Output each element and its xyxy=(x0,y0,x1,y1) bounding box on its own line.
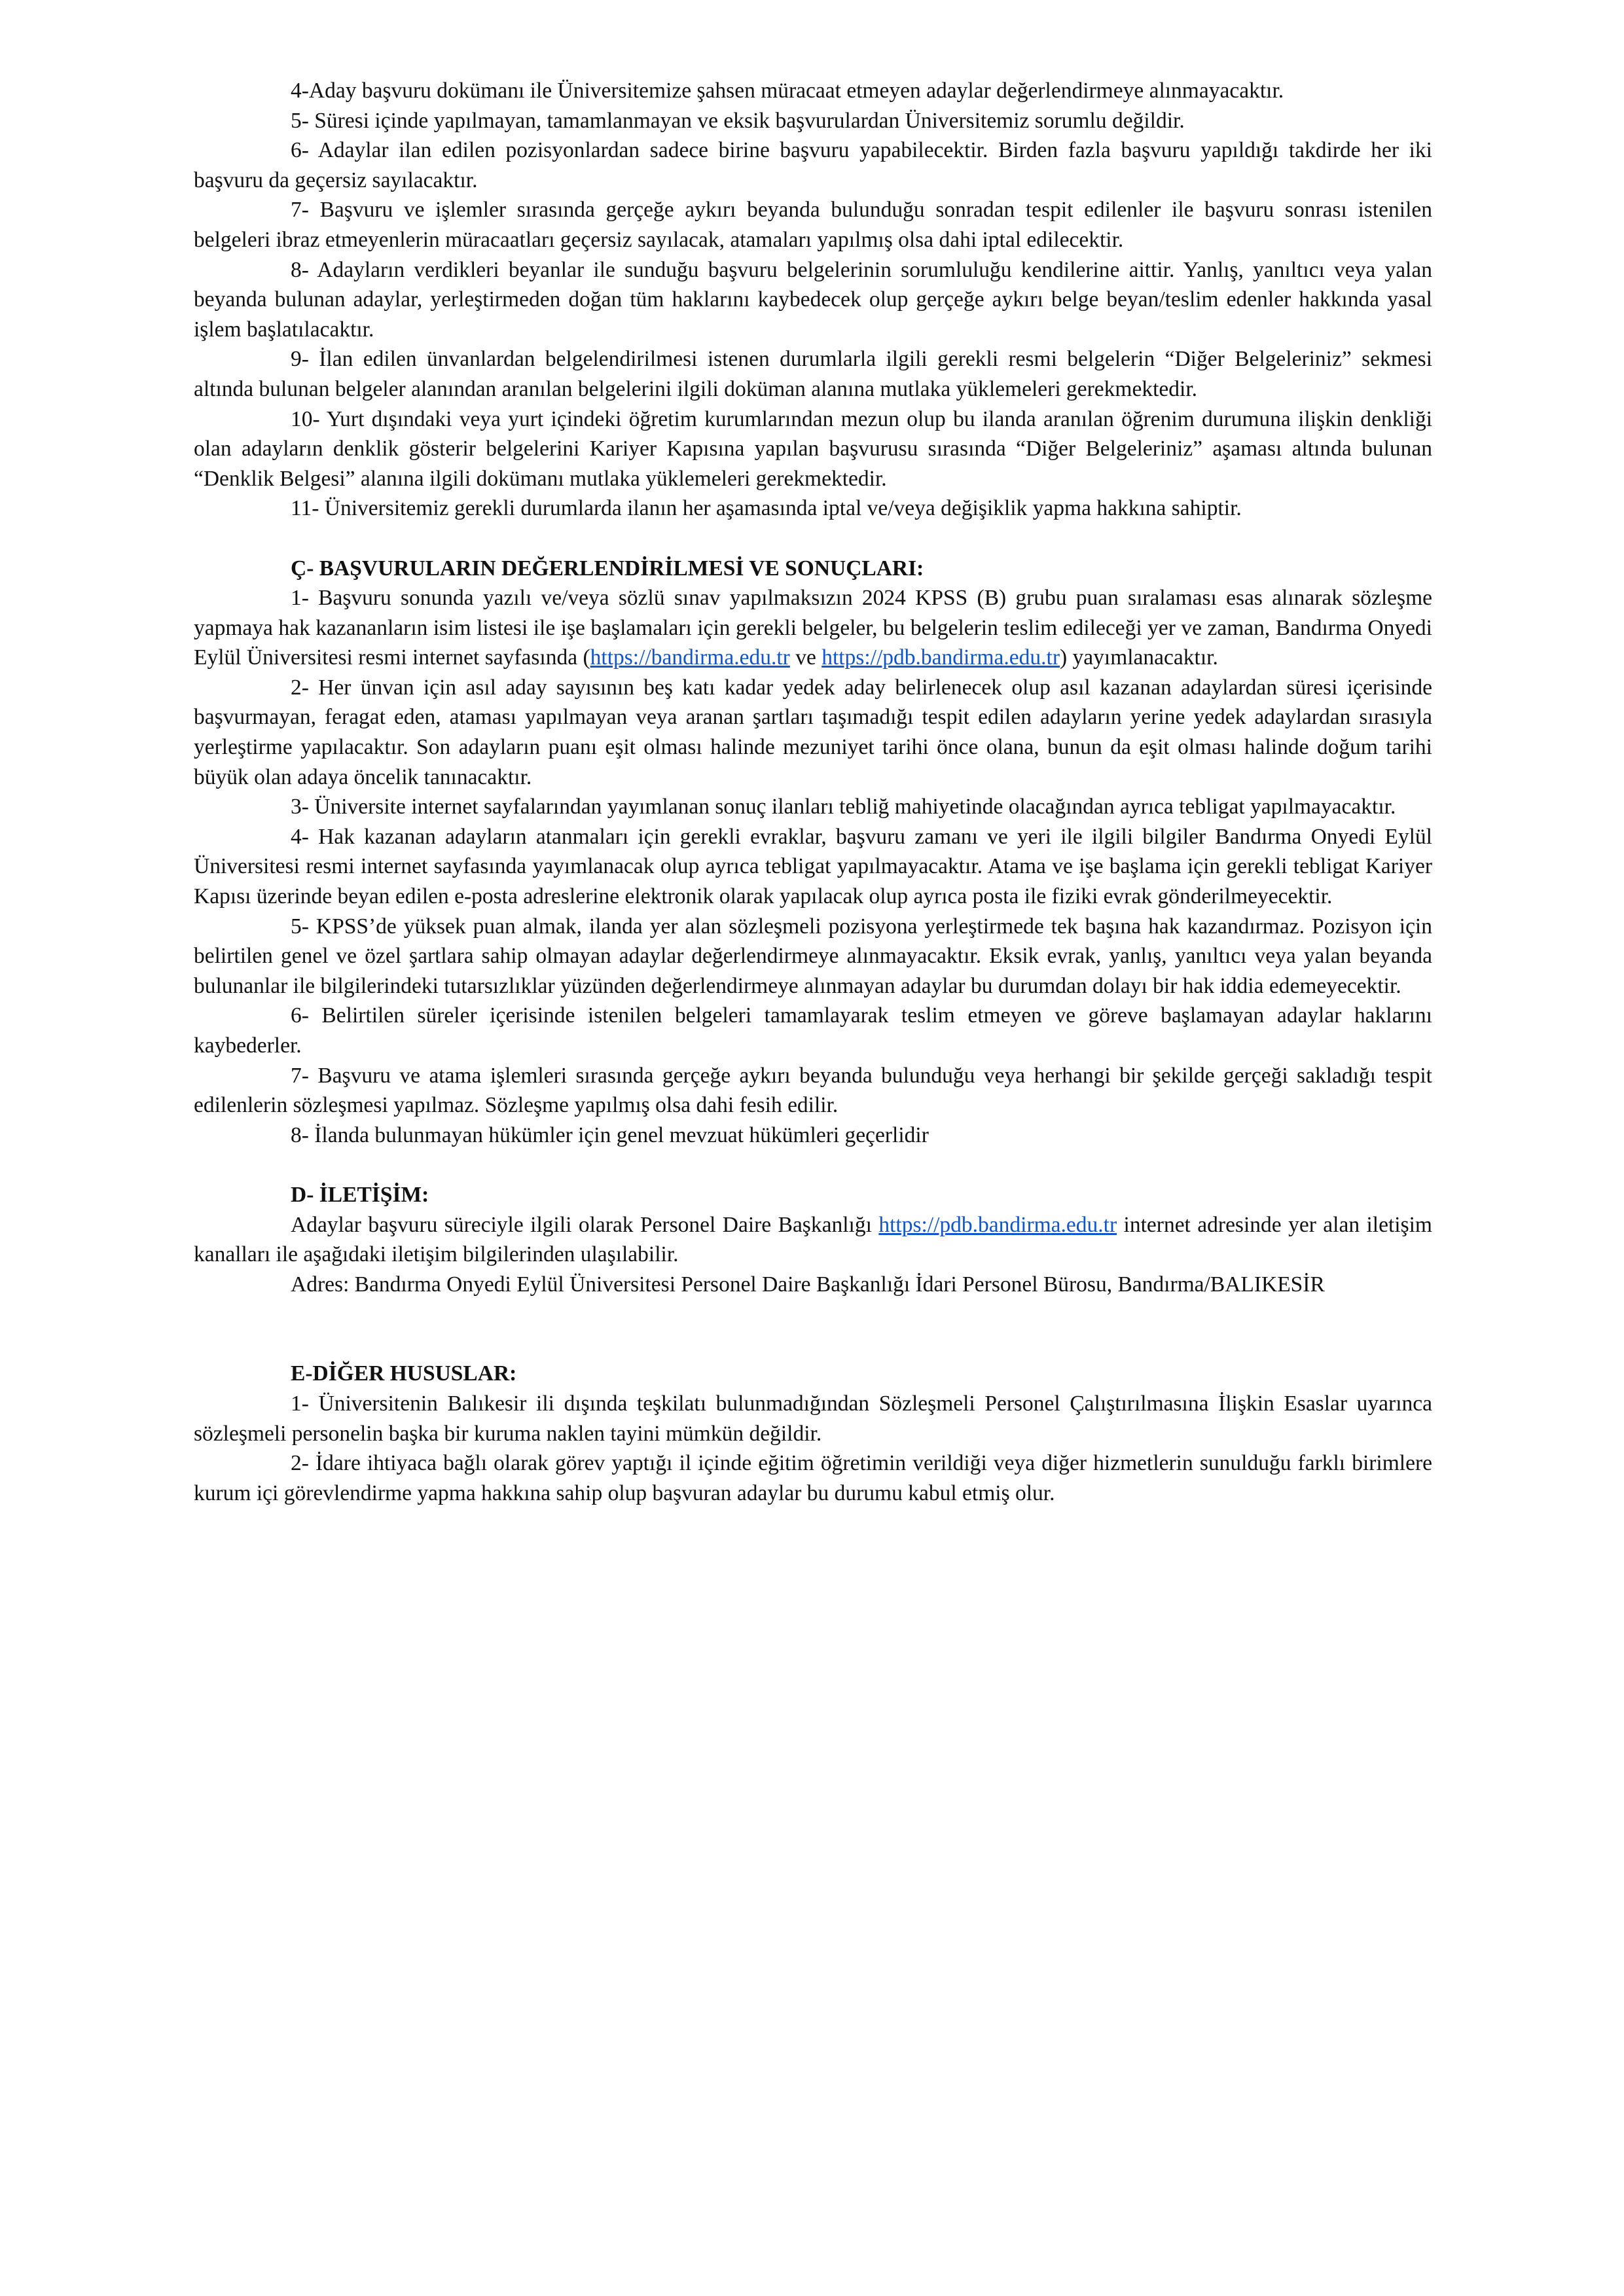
contact-paragraph xyxy=(194,1210,1432,1270)
spacer xyxy=(194,1150,1432,1180)
list-item: 6- Adaylar ilan edilen pozisyonlardan sadece birine başvuru yapabilecektir. Birden fazla başvuru yapıldığı takdirde her iki başvuru da geçersiz sayılacaktır. xyxy=(194,138,1432,192)
university-website-link[interactable]: https://bandirma.edu.tr xyxy=(590,645,790,670)
list-item: 7- Başvuru ve atama işlemleri sırasında gerçeğe aykırı beyanda bulunduğu veya herhangi bir şekilde gerçeği sakladığı tespit edilenlerin sözleşmesi yapılmaz. Sözleşme yapılmış olsa dahi fesih edilir. xyxy=(194,1063,1432,1118)
spacer xyxy=(194,1299,1432,1359)
list-item: 5- KPSS’de yüksek puan almak, ilanda yer alan sözleşmeli pozisyona yerleştirmede tek başına hak kazandırmaz. Pozisyon için belirtilen genel ve özel şartlara sahip olmayan adaylar değerlendirmeye alınmayacaktır. Eksik evrak, yanlış, yanıltıcı veya yalan beyanda bulunanlar ile bilgilerindeki tutarsızlıklar yüzünden değerlendirmeye alınmayan adaylar bu durumdan dolayı bir hak iddia edemeyecektir. xyxy=(194,914,1432,998)
section-heading-evaluation: Ç- BAŞVURULARIN DEĞERLENDİRİLMESİ VE SONUÇLARI: xyxy=(291,556,924,581)
list-item: 9- İlan edilen ünvanlardan belgelendirilmesi istenen durumlarla ilgili gerekli resmi belgelerin “Diğer Belgeleriniz” sekmesi altında bulunan belgeler alanından aranılan belgelerini ilgili doküman alanına mutlaka yüklemeleri gerekmektedir. xyxy=(194,347,1432,401)
personnel-website-link[interactable]: https://pdb.bandirma.edu.tr xyxy=(821,645,1060,670)
list-item: 6- Belirtilen süreler içerisinde istenilen belgeleri tamamlayarak teslim etmeyen ve göreve başlamayan adaylar haklarını kaybederler. xyxy=(194,1003,1432,1058)
item-text: ) yayımlanacaktır. xyxy=(1059,645,1218,670)
list-item: 5- Süresi içinde yapılmayan, tamamlanmayan ve eksik başvurulardan Üniversitemiz sorumlu değildir. xyxy=(291,108,1185,133)
list-item: 1- Üniversitenin Balıkesir ili dışında teşkilatı bulunmadığından Sözleşmeli Personel Çalıştırılmasına İlişkin Esaslar uyarınca sözleşmeli personelin başka bir kuruma naklen tayini mümkün değildir. xyxy=(194,1391,1432,1446)
item-text: ve xyxy=(789,645,822,670)
list-item: 8- Adayların verdikleri beyanlar ile sunduğu başvuru belgelerinin sorumluluğu kendilerine aittir. Yanlış, yanıltıcı veya yalan beyanda bulunan adaylar, yerleştirmeden doğan tüm haklarını kaybedecek olup gerçeğe aykırı belge beyan/teslim edenler hakkında yasal işlem başlatılacaktır. xyxy=(194,257,1432,342)
list-item: 8- İlanda bulunmayan hükümler için genel mevzuat hükümleri geçerlidir xyxy=(291,1122,929,1147)
list-item-with-links xyxy=(194,583,1432,673)
personnel-website-link[interactable]: https://pdb.bandirma.edu.tr xyxy=(878,1212,1117,1237)
list-item: 10- Yurt dışındaki veya yurt içindeki öğretim kurumlarından mezun olup bu ilanda aranılan öğrenim durumuna ilişkin denkliği olan adayların denklik gösterir belgelerini Kariyer Kapısına yapılan başvurusu sırasında “Diğer Belgeleriniz” aşaması altında bulunan “Denklik Belgesi” alanına ilgili dokümanı mutlaka yüklemeleri gerekmektedir. xyxy=(194,406,1432,491)
list-item: 2- İdare ihtiyaca bağlı olarak görev yaptığı il içinde eğitim öğretimin verildiği veya diğer hizmetlerin sunulduğu farklı birimlere kurum içi görevlendirme yapma hakkına sahip olup başvuran adaylar bu durumu kabul etmiş olur. xyxy=(194,1451,1432,1505)
list-item: 3- Üniversite internet sayfalarından yayımlanan sonuç ilanları tebliğ mahiyetinde olacağından ayrıca tebligat yapılmayacaktır. xyxy=(291,795,1396,819)
document-page xyxy=(194,76,1432,1508)
contact-text: Adaylar başvuru süreciyle ilgili olarak Personel Daire Başkanlığı xyxy=(291,1212,879,1237)
list-item: 4-Aday başvuru dokümanı ile Üniversitemize şahsen müracaat etmeyen adaylar değerlendirmeye alınmayacaktır. xyxy=(291,79,1284,103)
section-heading-contact: D- İLETİŞİM: xyxy=(291,1182,429,1207)
address-paragraph: Adres: Bandırma Onyedi Eylül Üniversitesi Personel Daire Başkanlığı İdari Personel Bürosu, Bandırma/BALIKESİR xyxy=(291,1272,1325,1297)
list-item: 11- Üniversitemiz gerekli durumlarda ilanın her aşamasında iptal ve/veya değişiklik yapma hakkına sahiptir. xyxy=(291,496,1242,521)
list-item: 7- Başvuru ve işlemler sırasında gerçeğe aykırı beyanda bulunduğu sonradan tespit edilenler ile başvuru sonrası istenilen belgeleri ibraz etmeyenlerin müracaatları geçersiz sayılacak, atamaları yapılmış olsa dahi iptal edilecektir. xyxy=(194,198,1432,252)
contact-text: internet adresinde yer alan iletişim kanalları ile aşağıdaki iletişim bilgilerinden ulaşılabilir. xyxy=(194,1212,1432,1267)
list-item: 4- Hak kazanan adayların atanmaları için gerekli evraklar, başvuru zamanı ve yeri ile ilgili bilgiler Bandırma Onyedi Eylül Üniversitesi resmi internet sayfasında yayımlanacak olup ayrıca tebligat yapılmayacaktır. Atama ve işe başlama için gerekli tebligat Kariyer Kapısı üzerinde beyan edilen e-posta adreslerine elektronik olarak yapılacak olup ayrıca posta ile fiziki evrak gönderilmeyecektir. xyxy=(194,824,1432,909)
list-item: 2- Her ünvan için asıl aday sayısının beş katı kadar yedek aday belirlenecek olup asıl kazanan adaylardan süresi içerisinde başvurmayan, feragat eden, ataması yapılmayan veya aranan şartları taşımadığı tespit edilen adayların yerine yedek adaylardan sırasıyla yerleştirme yapılacaktır. Son adayların puanı eşit olması halinde mezuniyet tarihi önce olana, bunun da eşit olması halinde doğum tarihi büyük olan adaya öncelik tanınacaktır. xyxy=(194,675,1432,789)
section-heading-other-matters: E-DİĞER HUSUSLAR: xyxy=(291,1361,517,1386)
item-text: 1- Başvuru sonunda yazılı ve/veya sözlü sınav yapılmaksızın 2024 KPSS (B) grubu puan sıralaması esas alınarak sözleşme yapmaya hak kazananların isim listesi ile işe başlamaları için gerekli belgeler, bu belgelerin teslim edileceği yer ve zaman, Bandırma Onyedi Eylül Üniversitesi resmi internet sayfasında ( xyxy=(194,586,1432,670)
spacer xyxy=(194,524,1432,554)
